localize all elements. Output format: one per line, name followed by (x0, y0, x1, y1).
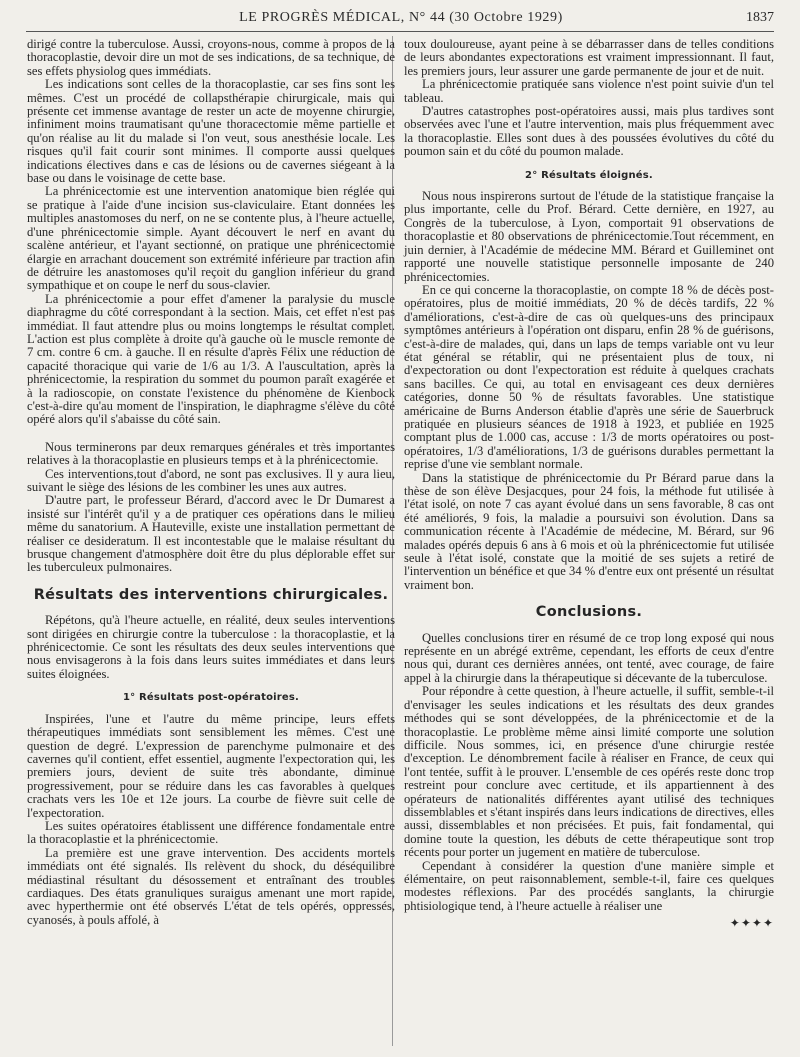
page-header (28, 6, 774, 30)
paragraph: En ce qui concerne la thoracoplastie, on compte 18 % de décès post-opératoires, plus de moitié immédiats, 20 % de décès tardifs, 22 % d'améliorations, c'est-à-dire de cas où quelques-uns des principaux symptômes antérieurs à l'opération ont disparu, enfin 28 % de guérisons, c'est-à-dire de malades, qui, dans un laps de temps variable ont vu leur état général se rétablir, qui ne présentaient plus de toux, ni d'expectoration ou dont l'expectoration est réduite à quelques crachats sans bacilles. Ce qui, au total en envisageant ces deux dernières catégories, donne 50 % de résultats favorables. Une statistique américaine de Burns Anderson établie d'après une série de Sauerbruck pratiquée en plusieurs séances de 1918 à 1923, et publiée en 1925 comptant plus de 1.000 cas, accuse : 1/3 de morts opératoires ou post-opératoires, 1/3 d'améliorations, 1/3 de guérisons durables permettant la reprise d'une vie semblant normale. (404, 282, 774, 472)
section-title: Conclusions. (535, 604, 643, 621)
paragraph: Pour répondre à cette question, à l'heure actuelle, il suffit, semble-t-il d'envisager les seules indications et les résultats des deux grandes méthodes qui se sont développées, de la phrénicectomie et de la thoracoplastie. Le problème même ainsi limité comporte une solution difficile. Nous sommes, ici, en présence d'une chirurgie restée d'exception. Le dénombrement facile à réaliser en France, de ceux qui l'ont tentée, suffit à le prouver. L'ensemble de ces opérés reste donc trop restreint pour conclure avec certitude, et ils appartiennent à des opérateurs de nationalités différentes ayant utilisé des techniques dissemblables et s'étant inspirés dans leurs indications de directives, elles aussi, dissemblables et non précisées. Et puis, fait fondamental, qui domine toute la question, les débuts de cette thérapeutique sont trop récents pour porter un jugement en matière de tuberculose. (404, 684, 774, 860)
running-title: LE PROGRÈS MÉDICAL, N° 44 (30 Octobre 1929) (239, 10, 563, 25)
paragraph: Ces interventions,tout d'abord, ne sont pas exclusives. Il y aura lieu, suivant le siège des lésions de les combiner les unes aux autres. (27, 466, 395, 494)
left-column (27, 38, 395, 927)
paragraph: Les indications sont celles de la thoracoplastie, car ses fins sont les mêmes. C'est un procédé de collapsthérapie chirurgicale, mais qui présente cet immense avantage de rester un acte de moyenne chirurgie, infiniment moins traumatisant qu'une thoracectomie même partielle et qu'on réalise au lit du malade si l'on veut, sous anesthésie locale. Les risques qu'il fait courir sont minimes. Il comporte aussi quelques indications électives dans e cas de lésions ou de cavernes siégeant à la base ou dans le voisinage de cette base. (27, 77, 395, 186)
paragraph: Cependant à considérer la question d'une manière simple et élémentaire, on peut raisonnablement, semble-t-il, faire ces quelques modestes réflexions. Par des procédés sanglants, la chirurgie phtisiologique tend, à l'heure actuelle à réaliser une (404, 858, 774, 913)
paragraph: D'autres catastrophes post-opératoires aussi, mais plus tardives sont observées avec l'une et l'autre intervention, mais plus fréquemment avec la thoracoplastie. Elles sont dues à des poussées évolutives du côté du poumon sain et du côté du poumon malade. (404, 104, 774, 159)
paragraph: Les suites opératoires établissent une différence fondamentale entre la thoracoplastie et la phrénicectomie. (27, 818, 395, 847)
paragraph: La phrénicectomie pratiquée sans violence n'est point suivie d'un tel tableau. (404, 77, 774, 105)
paragraph: La phrénicectomie a pour effet d'amener la paralysie du muscle diaphragme du côté correspondant à la section. Mais, cet effet n'est pas immédiat. Il faut attendre plus ou moins longtemps le résultat complet. L'action est plus complète à droite qu'à gauche où le muscle remonte de 7 cm. contre 6 cm. à gauche. Il en résulte d'après Félix une réduction de capacité thoracique qui varie de 1/6 au 1/3. A l'auscultation, après la phrénicectomie, la respiration du sommet du poumon paraît exagérée et à la radioscopie, on constate l'existence du phénomène de Kienbock c'est-à-dire qu'au moment de l'inspiration, le diaphragme s'élève du côté opéré alors qu'il s'abaisse du côté sain. (27, 291, 395, 427)
subsection-title: 1° Résultats post-opératoires. (122, 692, 300, 704)
paragraph: toux douloureuse, ayant peine à se débarrasser dans de telles conditions de leurs abondantes expectorations est vraiment impressionnant. Il faut, les premiers jours, leur assurer une garde permanente de jour et de nuit. (404, 37, 774, 78)
section-title: Résultats des interventions chirurgicales. (33, 586, 389, 603)
right-column (404, 38, 774, 931)
paragraph: Répétons, qu'à l'heure actuelle, en réalité, deux seules interventions sont dirigées en chirurgie contre la tuberculose : la thoracoplastie, et la phrénicectomie. Ce sont les résultats des deux seules interventions que nous envisagerons à la fois dans leurs suites immédiates et dans leurs suites éloignées. (27, 613, 395, 681)
paragraph: dirigé contre la tuberculose. Aussi, croyons-nous, comme à propos de la thoracoplastie, devoir dire un mot de ses indications, de sa technique, de ses effets physiolog ques immédiats. (27, 37, 395, 78)
subsection-title: 2° Résultats éloignés. (525, 169, 653, 181)
paragraph: La première est une grave intervention. Des accidents mortels immédiats ont été signalés. Ils relèvent du shock, du déséquilibre médiastinal résultant du désossement et entraînant des troubles cardiaques. Des états granuliques suraigus amenant une mort rapide, avec hyperthermie ont été observés L'état de tels opérés, oppressés, cyanosés, à pouls affolé, à (27, 845, 395, 927)
paragraph: Nous nous inspirerons surtout de l'étude de la statistique française la plus importante, celle du Prof. Bérard. Cette dernière, en 1927, au Congrès de la tuberculose, à Lyon, comportait 91 observations de thoracoplastie et 80 observations de phrénicectomie.Tout récemment, en juin dernier, à l'Académie de médecine MM. Bérard et Guilleminet ont rapporté une nouvelle statistique personnelle imposante de 240 phrénicectomies. (404, 189, 774, 284)
paragraph: Quelles conclusions tirer en résumé de ce trop long exposé qui nous représente en un abrégé extrême, cependant, les efforts de ceux d'entre nous qui, durant ces dernières années, ont tenté, avec courage, de faire appel à la chirurgie dans la thérapeutique si décevante de la tuberculose. (404, 630, 774, 685)
paragraph: Inspirées, l'une et l'autre du même principe, leurs effets thérapeutiques immédiats sont sensiblement les mêmes. C'est une question de degré. L'expression de parenchyme pulmonaire et des cavernes qu'il contient, effet essentiel, augmente l'expectoration qui, les premiers jours, devient de suite très abondante, diminue progressivement, pour se réduire dans les cas favorables à quelques crachats vers les 10e et 12e jours. La courbe de fièvre suit celle de l'expectoration. (27, 711, 395, 820)
header-rule (26, 31, 774, 32)
page-number: 1837 (746, 10, 774, 25)
paragraph: La phrénicectomie est une intervention anatomique bien réglée qui se pratique à l'aide d'une incision sus-claviculaire. Etant données les multiples anastomoses du nerf, on ne se contente plus, à l'heure actuelle, d'une phrénicectomie simple. Ayant découvert le nerf en avant du scalène antérieur, et l'ayant sectionné, on pratique une phrénicectomie élargie en arrachant doucement son extrémité inférieure par traction afin de détruire les anastomoses qu'il reçoit du ganglion inférieur du grand sympathique et on coupe le nerf du sous-clavier. (27, 184, 395, 293)
ornament-icon: ✦✦✦✦ (729, 916, 774, 931)
paragraph: Nous terminerons par deux remarques générales et très importantes relatives à la thoracoplastie en plusieurs temps et à la phrénicectomie. (27, 439, 395, 468)
paragraph: D'autre part, le professeur Bérard, d'accord avec le Dr Dumarest a insisté sur l'intérêt qu'il y a de pratiquer ces opérations dans le milieu même du sanatorium. A Hauteville, existe une installation permettant de réaliser ce desideratum. Il est incontestable que le malaise résultant du brusque changement d'atmosphère doit être du plus déplorable effet sur les tuberculeux pulmonaires. (27, 493, 395, 575)
paragraph: Dans la statistique de phrénicectomie du Pr Bérard parue dans la thèse de son élève Desjacques, pour 24 fois, la méthode fut utilisée à l'état isolé, on note 7 cas ayant évolué dans un sens favorable, 8 cas ont été améliorés, 9 fois, la maladie a poursuivi son évolution. Dans sa communication récente à l'Académie de médecine, M. Bérard, sur 96 malades opérés depuis 6 ans à 6 mois et où la phrénicectomie fut utilisée seule à l'état isolé, constate que la moitié de ses sujets a retiré de l'intervention un bénéfice et que 34 % d'entre eux ont présenté un résultat vraiment bon. (404, 470, 774, 592)
